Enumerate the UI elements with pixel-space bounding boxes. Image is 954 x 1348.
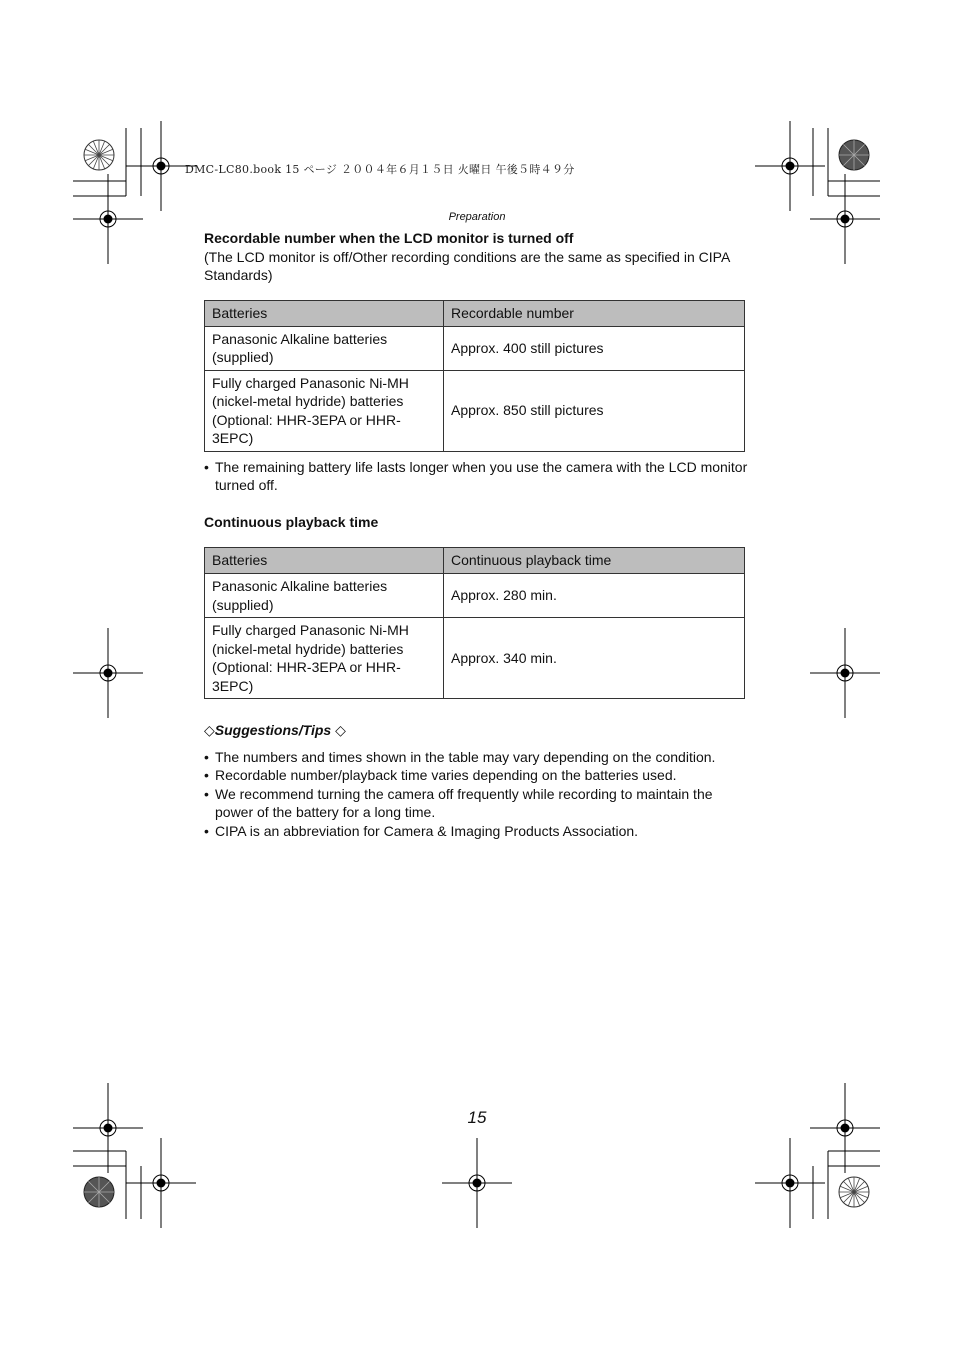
- recordable-title: Recordable number when the LCD monitor is turned off: [204, 230, 574, 246]
- table-header-row: [205, 548, 745, 574]
- tips-list: [204, 748, 749, 841]
- list-item-text: The remaining battery life lasts longer when you use the camera with the LCD monitor turned off.: [215, 458, 748, 493]
- table-cell: Approx. 850 still pictures: [444, 370, 745, 451]
- playback-table: [204, 547, 745, 699]
- bullet-glyph: •: [204, 767, 209, 783]
- main-content: [204, 229, 749, 840]
- table-header-row: [205, 300, 745, 326]
- list-item-text: We recommend turning the camera off frequently while recording to maintain the power of the battery for a long time.: [215, 785, 713, 820]
- table-header-cell: Continuous playback time: [444, 548, 745, 574]
- print-info-line: DMC-LC80.book 15 ページ ２００４年６月１５日 火曜日 午後５時４９分: [185, 163, 575, 176]
- diamond-icon: ◇: [335, 722, 346, 738]
- bullet-glyph: •: [204, 822, 209, 839]
- bullet-glyph: •: [204, 458, 209, 475]
- diamond-icon: ◇: [204, 722, 215, 738]
- recordable-table: [204, 300, 745, 452]
- bullet-glyph: •: [204, 785, 209, 802]
- recordable-note: (The LCD monitor is off/Other recording conditions are the same as specified in CIPA Standards): [204, 248, 730, 283]
- table-row: [205, 618, 745, 699]
- list-item: [204, 766, 749, 785]
- list-item: [204, 822, 749, 841]
- table-row: [205, 326, 745, 370]
- table-cell: Panasonic Alkaline batteries (supplied): [205, 326, 444, 370]
- table-header-cell: Batteries: [205, 300, 444, 326]
- list-item: [204, 458, 749, 495]
- table-row: [205, 574, 745, 618]
- table-header-cell: Batteries: [205, 548, 444, 574]
- table-cell: Panasonic Alkaline batteries (supplied): [205, 574, 444, 618]
- table-cell: Approx. 280 min.: [444, 574, 745, 618]
- tips-title: Suggestions/Tips: [214, 722, 332, 738]
- playback-title: Continuous playback time: [204, 513, 379, 530]
- list-item: [204, 785, 749, 822]
- table-row: [205, 370, 745, 451]
- list-item: [204, 748, 749, 767]
- table-cell: Approx. 340 min.: [444, 618, 745, 699]
- bullet-glyph: •: [204, 748, 209, 765]
- list-item-text: Recordable number/playback time varies depending on the batteries used.: [215, 767, 677, 783]
- table-cell: Fully charged Panasonic Ni-MH (nickel-metal hydride) batteries (Optional: HHR-3EPA or HHR-3EPC): [205, 618, 444, 699]
- list-item-text: CIPA is an abbreviation for Camera & Imaging Products Association.: [215, 822, 639, 839]
- table-cell: Approx. 400 still pictures: [444, 326, 745, 370]
- table-header-cell: Recordable number: [444, 300, 745, 326]
- page-number: 15: [467, 1108, 487, 1127]
- list-item-text: The numbers and times shown in the table may vary depending on the condition.: [215, 748, 716, 765]
- section-label: Preparation: [448, 211, 506, 223]
- table-cell: Fully charged Panasonic Ni-MH (nickel-metal hydride) batteries (Optional: HHR-3EPA or HHR-3EPC): [205, 370, 444, 451]
- tips-heading: [204, 721, 749, 740]
